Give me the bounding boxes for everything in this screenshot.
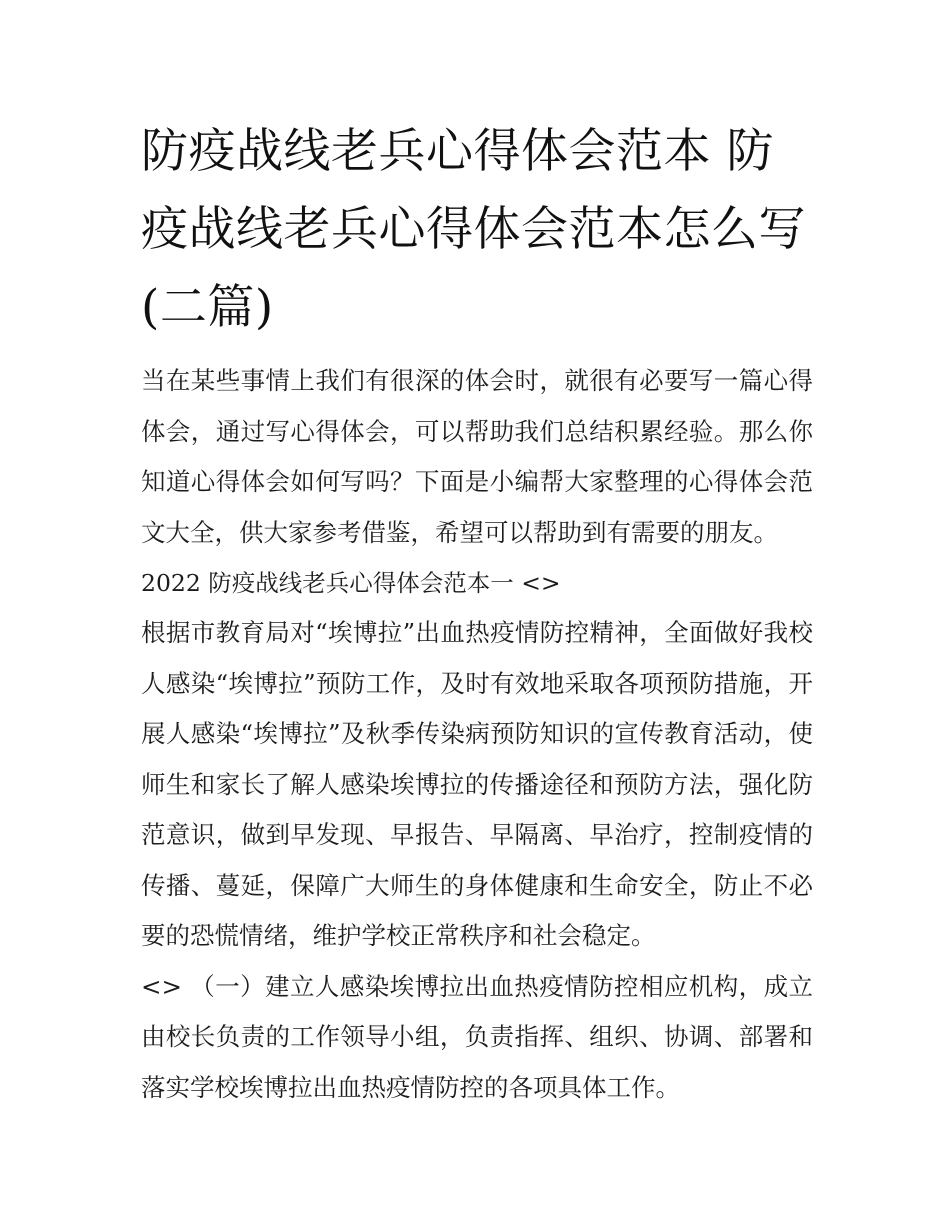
intro-paragraph: 当在某些事情上我们有很深的体会时，就很有必要写一篇心得体会，通过写心得体会，可以帮助我们总结积累经验。那么你知道心得体会如何写吗？下面是小编帮大家整理的心得体会范文大全，供大家参考借鉴，希望可以帮助到有需要的朋友。 (141, 366, 813, 547)
body-paragraph-2: <> （一）建立人感染埃博拉出血热疫情防控相应机构，成立由校长负责的工作领导小组，负责指挥、组织、协调、部署和落实学校埃博拉出血热疫情防控的各项具体工作。 (141, 971, 813, 1102)
body-paragraph-1: 根据市教育局对“埃博拉”出血热疫情防控精神，全面做好我校人感染“埃博拉”预防工作，及时有效地采取各项预防措施，开展人感染“埃博拉”及秋季传染病预防知识的宣传教育活动，使师生和家长了解人感染埃博拉的传播途径和预防方法，强化防范意识，做到早发现、早报告、早隔离、早治疗，控制疫情的传播、蔓延，保障广大师生的身体健康和生命安全，防止不必要的恐慌情绪，维护学校正常秩序和社会稳定。 (141, 618, 813, 950)
document-title: 防疫战线老兵心得体会范本 防疫战线老兵心得体会范本怎么写(二篇) (141, 124, 806, 335)
document-body (141, 113, 813, 1113)
section-heading: 2022 防疫战线老兵心得体会范本一 <> (141, 569, 561, 597)
